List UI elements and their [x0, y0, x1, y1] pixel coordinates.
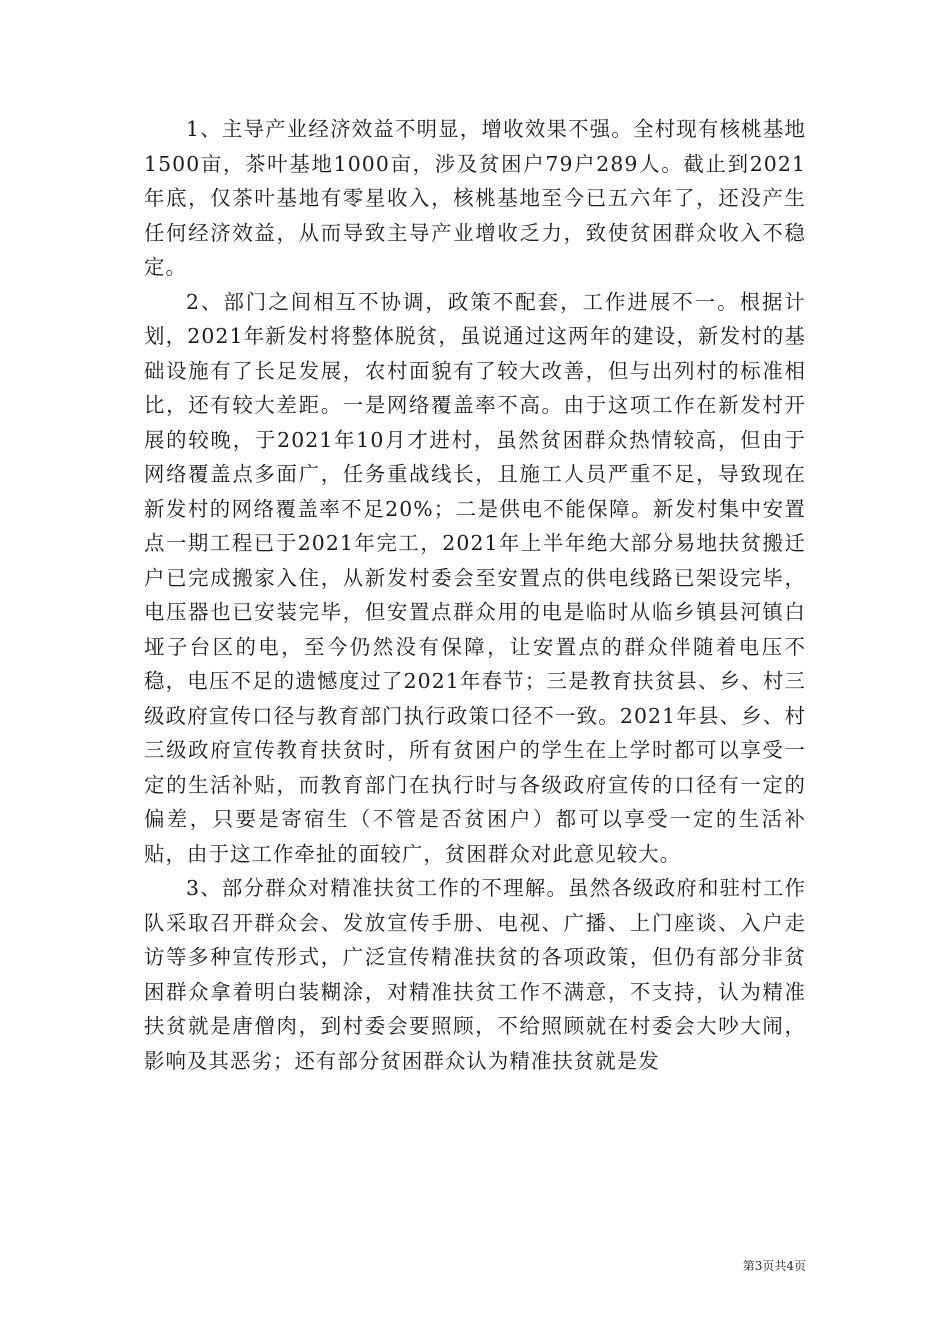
paragraph-3: 3、部分群众对精准扶贫工作的不理解。虽然各级政府和驻村工作队采取召开群众会、发放宣传手册、电视、广播、上门座谈、入户走访等多种宣传形式，广泛宣传精准扶贫的各项政策，但仍有部分非贫困群众拿着明白装糊涂，对精准扶贫工作不满意，不支持，认为精准扶贫就是唐僧肉，到村委会要照顾，不给照顾就在村委会大吵大闹，影响及其恶劣；还有部分贫困群众认为精准扶贫就是发	[144, 876, 806, 1073]
page-number: 第3页共4页	[742, 1259, 806, 1273]
document-body	[144, 112, 806, 1078]
paragraph-2: 2、部门之间相互不协调，政策不配套，工作进展不一。根据计划，2021年新发村将整体脱贫，虽说通过这两年的建设，新发村的基础设施有了长足发展，农村面貌有了较大改善，但与出列村的标准相比，还有较大差距。一是网络覆盖率不高。由于这项工作在新发村开展的较晚，于2021年10月才进村，虽然贫困群众热情较高，但由于网络覆盖点多面广，任务重战线长，且施工人员严重不足，导致现在新发村的网络覆盖率不足20%；二是供电不能保障。新发村集中安置点一期工程已于2021年完工，2021年上半年绝大部分易地扶贫搬迁户已完成搬家入住，从新发村委会至安置点的供电线路已架设完毕，电压器也已安装完毕，但安置点群众用的电是临时从临乡镇县河镇白垭子台区的电，至今仍然没有保障，让安置点的群众伴随着电压不稳，电压不足的遗憾度过了2021年春节；三是教育扶贫县、乡、村三级政府宣传口径与教育部门执行政策口径不一致。2021年县、乡、村三级政府宣传教育扶贫时，所有贫困户的学生在上学时都可以享受一定的生活补贴，而教育部门在执行时与各级政府宣传的口径有一定的偏差，只要是寄宿生（不管是否贫困户）都可以享受一定的生活补贴，由于这工作牵扯的面较广，贫困群众对此意见较大。	[144, 289, 806, 866]
paragraph-1: 1、主导产业经济效益不明显，增收效果不强。全村现有核桃基地1500亩，茶叶基地1000亩，涉及贫困户79户289人。截止到2021年底，仅茶叶基地有零星收入，核桃基地至今已五六年了，还没产生任何经济效益，从而导致主导产业增收乏力，致使贫困群众收入不稳定。	[144, 117, 806, 279]
